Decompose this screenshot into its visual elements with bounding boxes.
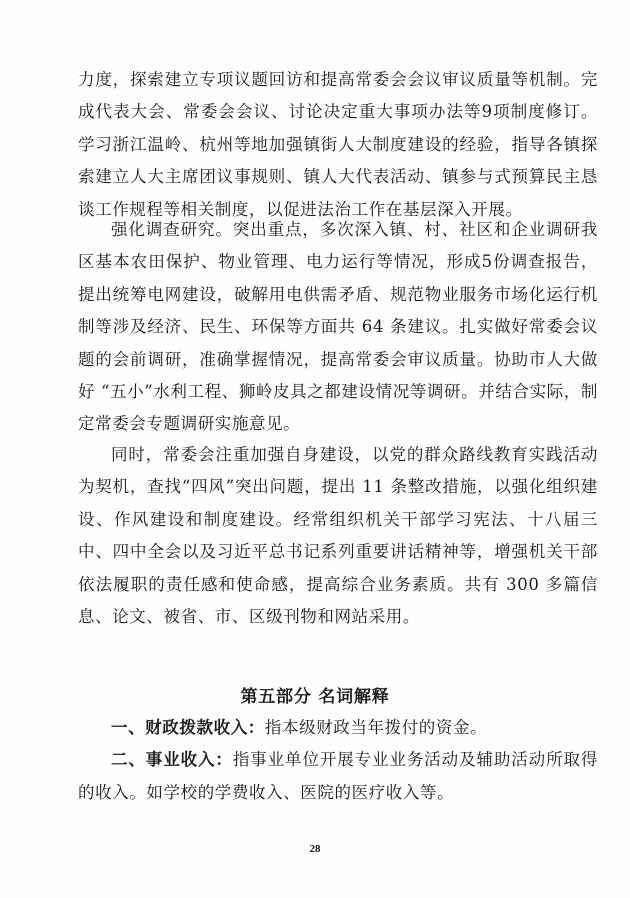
- definition-term: 二、事业收入：: [111, 750, 233, 770]
- definition-text: 指事业单位开展专业业务活动及辅助活动所取得的收入。如学校的学费收入、医院的医疗收入等。: [78, 750, 598, 802]
- definitions-list: [78, 712, 598, 809]
- section-title: 第五部分 名词解释: [240, 687, 390, 707]
- paragraph-investigation-research: [78, 214, 598, 441]
- paragraph-text: 力度，探索建立专项议题回访和提高常委会会议审议质量等机制。完成代表大会、常委会会议、讨论决定重大事项办法等9项制度修订。学习浙江温岭、杭州等地加强镇街人大制度建设的经验，指导各镇探索建立人大主席团议事规则、镇人大代表活动、镇参与式预算民主恳谈工作规程等相关制度，以促进法治工作在基层深入开展。: [78, 70, 598, 219]
- definition-item: [78, 744, 598, 809]
- definition-text: 指本级财政当年拨付的资金。: [264, 718, 488, 737]
- definition-term: 一、财政拨款收入：: [111, 718, 265, 737]
- paragraph-text: 强化调查研究。突出重点，多次深入镇、村、社区和企业调研我区基本农田保护、物业管理、电力运行等情况，形成5份调查报告，提出统筹电网建设，破解用电供需矛盾、规范物业服务市场化运行机制等涉及经济、民生、环保等方面共 64 条建议。扎实做好常委会议题的会前调研，准确掌握情况，提高常委会审议质量。协助市人大做好 “五小”水利工程、狮岭皮具之都建设情况等调研。并结合实际，制定常委会专题调研实施意见。: [78, 220, 598, 434]
- paragraph-text: 同时，常委会注重加强自身建设，以党的群众路线教育实践活动为契机，查找“四风”突出问题，提出 11 条整改措施，以强化组织建设、作风建设和制度建设。经常组织机关干部学习宪法、十八届三中、四中全会以及习近平总书记系列重要讲话精神等，增强机关干部依法履职的责任感和使命感，提高综合业务素质。共有 300 多篇信息、论文、被省、市、区级刊物和网站采用。: [78, 445, 598, 627]
- definition-item: [78, 712, 598, 744]
- paragraph-self-construction: [78, 439, 598, 633]
- page-number: 28: [309, 843, 321, 855]
- paragraph-continuation: [78, 64, 598, 226]
